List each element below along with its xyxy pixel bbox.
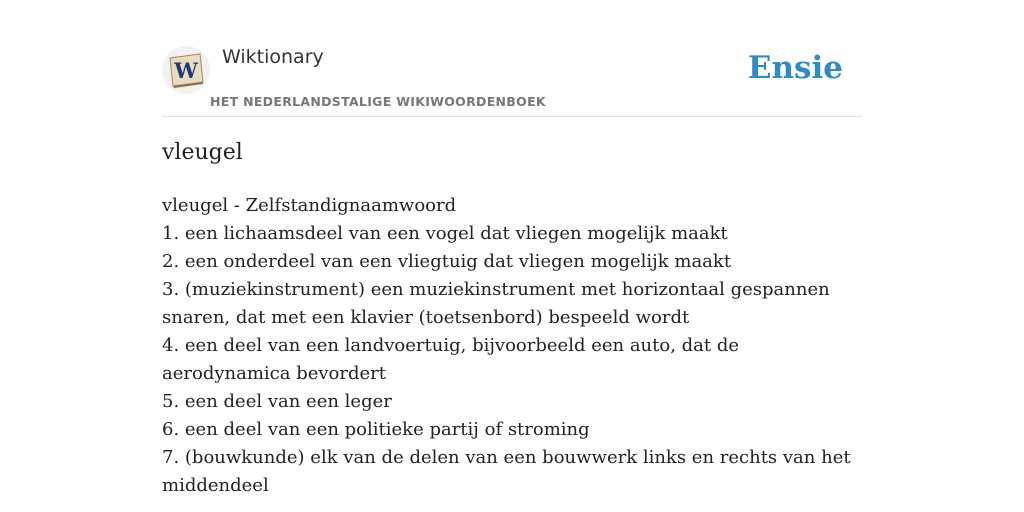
definition-item: 1. een lichaamsdeel van een vogel dat vliegen mogelijk maakt <box>162 223 728 244</box>
definition-item: 5. een deel van een leger <box>162 391 392 412</box>
ensie-brand-link[interactable]: Ensie <box>747 50 843 86</box>
definition-item: 7. (bouwkunde) elk van de delen van een bouwwerk links en rechts van het middendeel <box>162 447 851 496</box>
part-of-speech-line: vleugel - Zelfstandignaamwoord <box>162 195 457 216</box>
wiktionary-logo-icon[interactable] <box>162 46 210 94</box>
site-header <box>162 44 862 117</box>
definition-item: 3. (muziekinstrument) een muziekinstrument met horizontaal gespannen snaren, dat met een klavier (toetsenbord) bespeeld wordt <box>162 279 830 328</box>
svg-text:W: W <box>174 58 198 83</box>
definition-block <box>162 192 862 500</box>
definition-item: 4. een deel van een landvoertuig, bijvoorbeeld een auto, dat de aerodynamica bevordert <box>162 335 740 384</box>
site-name[interactable]: Wiktionary <box>222 46 324 68</box>
definition-item: 6. een deel van een politieke partij of stroming <box>162 419 590 440</box>
site-tagline: HET NEDERLANDSTALIGE WIKIWOORDENBOEK <box>210 94 546 109</box>
page-title: vleugel <box>162 140 243 165</box>
definition-item: 2. een onderdeel van een vliegtuig dat vliegen mogelijk maakt <box>162 251 732 272</box>
